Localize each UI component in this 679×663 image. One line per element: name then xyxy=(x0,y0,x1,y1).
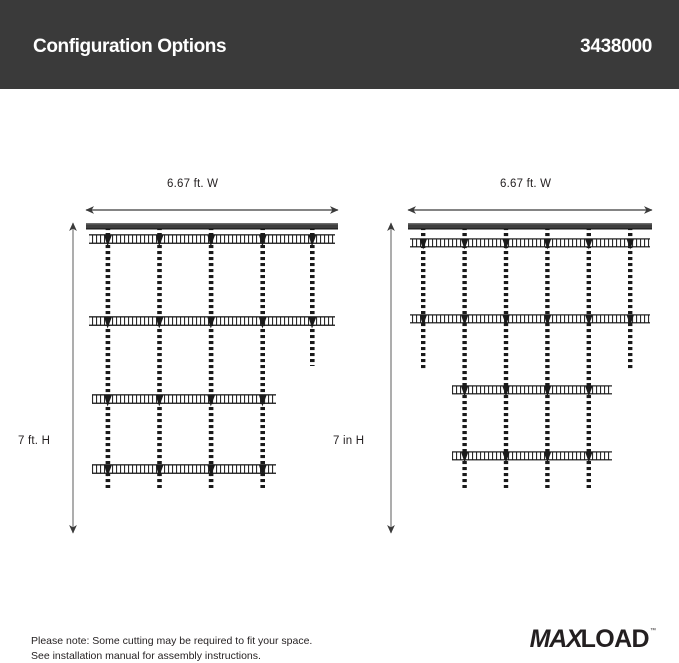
left-width-label: 6.67 ft. W xyxy=(167,178,219,190)
right-shelf-1 xyxy=(410,238,650,249)
closet-configuration-drawings xyxy=(0,89,679,609)
page-header xyxy=(0,0,679,89)
footer-note xyxy=(31,634,312,663)
left-configuration-drawing xyxy=(73,210,338,533)
maxload-logo xyxy=(530,626,656,652)
logo-text-max: MAX xyxy=(529,625,582,653)
logo-trademark-symbol: ™ xyxy=(650,628,656,634)
footer-note-line-2: See installation manual for assembly instructions. xyxy=(31,649,261,662)
sku-number: 3438000 xyxy=(580,36,652,57)
right-vertical-standards xyxy=(421,226,632,488)
page-title: Configuration Options xyxy=(33,36,227,57)
right-shelf-2 xyxy=(410,314,650,325)
diagram-canvas xyxy=(0,89,679,609)
page-footer xyxy=(0,609,679,663)
logo-text-load: LOAD xyxy=(580,625,649,653)
left-height-label: 7 ft. H xyxy=(18,435,51,447)
footer-note-line-1: Please note: Some cutting may be required to fit your space. xyxy=(31,635,313,647)
right-width-label: 6.67 ft. W xyxy=(500,178,552,190)
left-hang-rail xyxy=(86,223,338,230)
right-hang-rail xyxy=(408,223,652,230)
left-shelf-4 xyxy=(92,464,276,476)
right-configuration-drawing xyxy=(391,210,652,533)
left-vertical-standards xyxy=(106,226,315,488)
left-shelf-3 xyxy=(92,394,276,406)
right-height-label: 7 in H xyxy=(333,435,365,447)
